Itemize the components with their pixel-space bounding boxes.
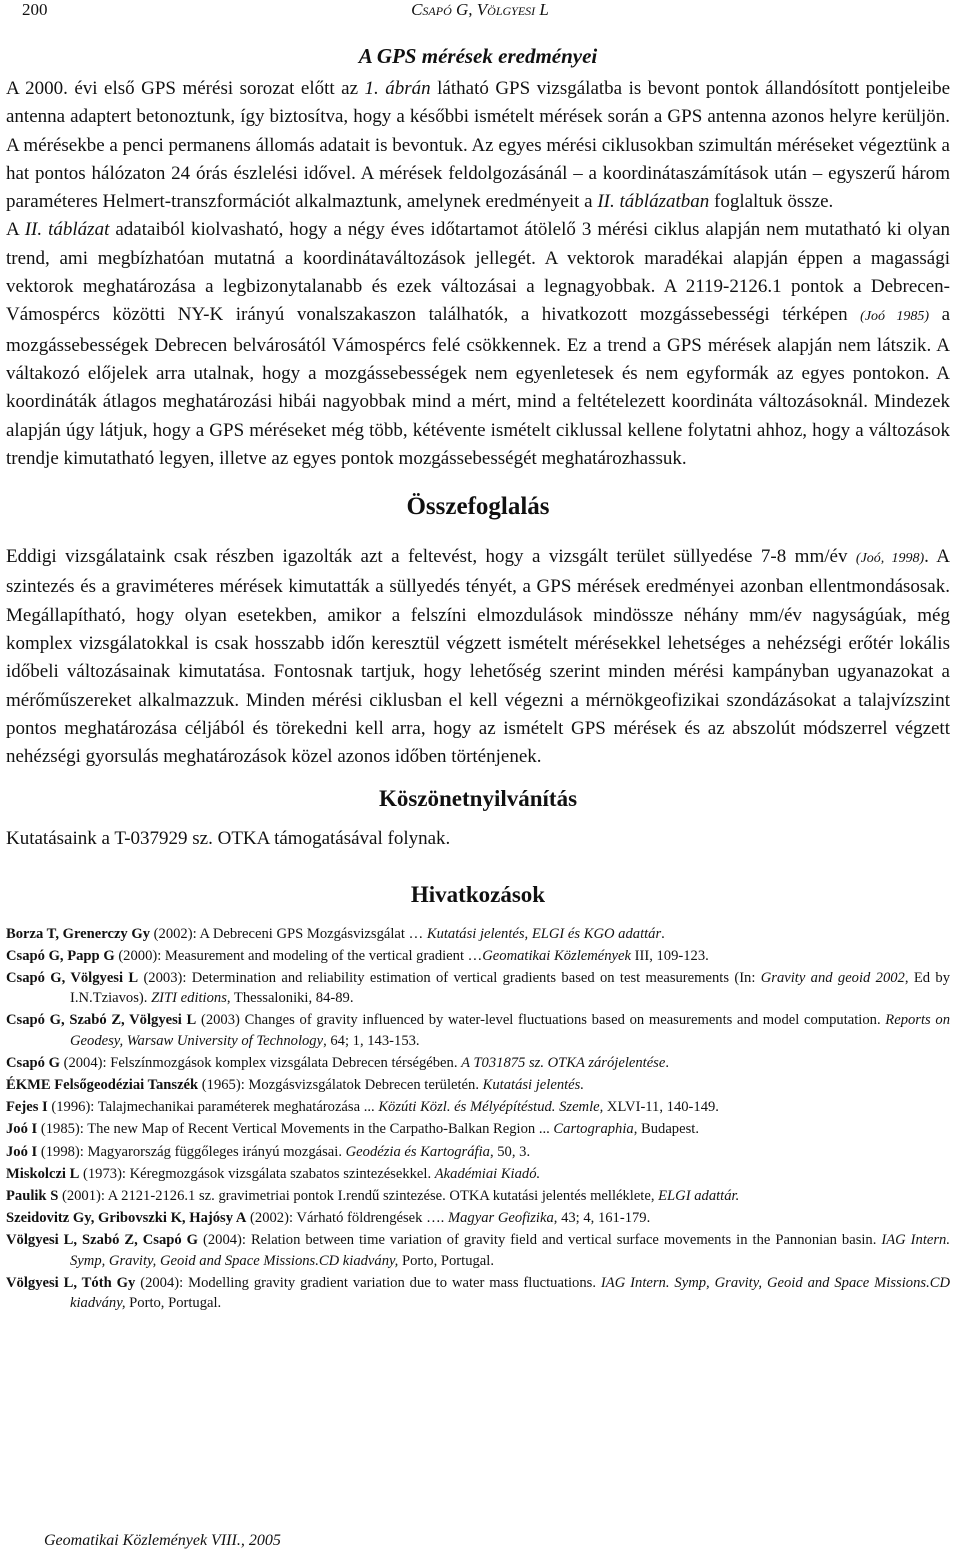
gps-p1-text-c: foglaltuk össze. [714,191,834,213]
reference-text: , 64; 1, 143-153. [323,1032,420,1049]
reference-entry [6,968,950,1008]
reference-text: (2004): Felszínmozgások komplex vizsgálata Debrecen térségében. [59,1054,462,1071]
reference-authors: Paulik S [6,1187,59,1204]
acknowledgements-heading: Köszönetnyilvánítás [378,785,578,811]
table-reference: II. táblázatban [597,191,710,213]
references-heading: Hivatkozások [410,881,546,907]
reference-authors: Borza T, Grenerczy Gy [6,925,151,942]
reference-text: (2002): A Debreceni GPS Mozgásvizsgálat … [150,925,427,942]
reference-text: (1965): Mozgásvizsgálatok Debrecen területén. [198,1076,483,1093]
gps-p2-text-b: adataiból kiolvasható, hogy a négy éves időtartamot átölelő 3 mérési ciklus alapján nem mutatható ki olyan trend, ami megbízhatóan mutatná a koordinátaváltozások jellegét. A vektorok maradékai alapján éppen a magassági vektorok meghatározása a legbizonytalanabb és ezek változásai a legnagyobbak. A 2119-2126.1 pontok a Debrecen-Vámospércs közötti NY-K irányú vonalszakaszon találhatók, a hivatkozott mozgássebességi térképen [6,219,951,326]
reference-text: (1973): Kéregmozgások vizsgálata szabatos szintezésekkel. [79,1165,435,1182]
gps-p1-text-b: látható GPS vizsgálatba is bevont pontok állandósított pontjeleibe antenna adaptert betonoztunk, így biztosítva, hogy a későbbi ismételt mérések során a GPS antenna azonos helyre kerüljön. A mérésekbe a penci permanens állomás adatait is bevontuk. Az egyes mérési ciklusokban szimultán méréseket végeztünk a hat pontos hálózaton 24 órás észlelési idővel. A mérések feldolgozásánál – a koordinátaszámítások után – egyszerű három paraméteres Helmert-transzformációt alkalmaztunk, amelynek eredményeit a [6,78,950,213]
page-number: 200 [22,0,48,19]
reference-entry [6,1142,950,1162]
reference-entry [6,1230,950,1270]
reference-authors: Joó I [6,1143,38,1160]
reference-text: (1996): Talajmechanikai paraméterek meghatározása ... [47,1099,379,1116]
reference-entry [6,946,950,966]
reference-entry [6,1119,950,1139]
reference-entry [6,1075,950,1095]
reference-text: (2003): Determination and reliability estimation of vertical gradients based on test measurements (In: [138,969,761,986]
reference-text: , 43; 4, 161-179. [553,1210,651,1227]
gps-results-heading: A GPS mérések eredményei [358,44,598,68]
gps-p2-text-c: a mozgássebességek Debrecen belvárosától Vámospércs felé csökkennek. Ez a trend a GPS mérések alapján nem látszik. A váltakozó előjelek arra utalnak, hogy a mozgássebességek nem egyenletesek és nem egyformák az egyes pontokon. A koordináták átlagos meghatározási hibái nagyobbak mind a mért, mind a feltételezett koordináta változásoknál. Mindezek alapján úgy látjuk, hogy a GPS méréseket még több, kétévente ismételt ciklussal kellene folytatni ahhoz, hogy a változások trendje kimutatható legyen, illetve az egyes pontok mozgássebességét meghatározhassuk. [6,304,951,469]
reference-text: (2001): A 2121-2126.1 sz. gravimetriai pontok I.rendű szintezése. OTKA kutatási jelentés melléklete, [58,1187,659,1204]
reference-source: IAG Intern. Symp, Gravity, Geoid and Space Missions.CD kiadvány, [70,1232,950,1269]
reference-text: . [665,1054,669,1071]
reference-list [6,924,950,1314]
reference-text: , Budapest. [633,1121,699,1138]
reference-text: (2004): Relation between time variation of gravity field and vertical surface movements in the Pannonian basin. [198,1232,882,1249]
reference-entry [6,1097,950,1117]
reference-authors: Csapó G, Völgyesi L [6,969,139,986]
reference-text: Porto, Portugal. [125,1294,222,1311]
reference-entry [6,1208,950,1228]
summary-text-a: Eddigi vizsgálataink csak részben igazolták azt a feltevést, hogy a vizsgált terület süllyedése 7-8 mm/év [6,546,848,568]
reference-text: , Thessaloniki, 84-89. [226,990,354,1007]
reference-text: (1998): Magyarország függőleges irányú mozgásai. [37,1143,346,1160]
acknowledgements-text: Kutatásaink a T-037929 sz. OTKA támogatásával folynak. [6,827,451,849]
reference-text: Porto, Portugal. [398,1252,494,1269]
summary-paragraph [6,543,950,771]
reference-authors: Völgyesi L, Szabó Z, Csapó G [6,1232,198,1249]
gps-p2-text-a: A [6,219,19,241]
reference-text: III, 109-123. [630,947,709,964]
gps-paragraph-2 [6,216,950,473]
inline-citation: (Joó, 1998) [855,551,925,567]
reference-source: Kutatási jelentés. [482,1076,584,1093]
reference-entry [6,1164,950,1184]
summary-heading: Összefoglalás [406,493,550,521]
reference-authors: Szeidovitz Gy, Gribovszki K, Hajósy A [6,1210,247,1227]
page-body [6,44,950,1315]
reference-entry [6,1053,950,1073]
reference-text: , Ed by I.N.Tziavos). [70,969,950,1007]
reference-text: , 50, 3. [489,1143,531,1160]
page-footer: Geomatikai Közlemények VIII., 2005 [44,1532,281,1549]
reference-text: (2002): Várható földrengések …. [246,1210,448,1227]
reference-source: A T031875 sz. OTKA zárójelentése [461,1054,666,1071]
reference-source: IAG Intern. Symp, Gravity, Geoid and Space Missions.CD kiadvány, [70,1274,950,1311]
reference-entry [6,1186,950,1206]
reference-text: (2003) Changes of gravity influenced by water-level fluctuations based on measurements and model computation. [196,1012,886,1029]
reference-authors: Völgyesi L, Tóth Gy [6,1274,136,1291]
reference-authors: Joó I [6,1121,38,1138]
page-header [22,0,938,26]
reference-authors: Csapó G [6,1054,60,1071]
gps-p1-text-a: A 2000. évi első GPS mérési sorozat előtt az [6,78,359,99]
reference-text: XLVI-11, 140-149. [603,1099,719,1116]
reference-source: Gravity and geoid 2002 [760,969,905,986]
reference-entry [6,1010,950,1050]
reference-text: (1985): The new Map of Recent Vertical Movements in the Carpatho-Balkan Region ... [37,1121,554,1138]
reference-source: Reports on Geodesy, Warsaw University of Technology [70,1012,950,1049]
reference-source: Közúti Közl. és Mélyépítéstud. Szemle, [378,1099,604,1116]
reference-source: Akadémiai Kiadó. [434,1165,541,1182]
reference-source: Cartographia [553,1121,634,1138]
reference-entry [6,924,950,944]
figure-reference: 1. ábrán [364,78,431,99]
reference-source: Kutatási jelentés, ELGI és KGO adattár [426,925,662,942]
reference-authors: Fejes I [6,1099,48,1116]
reference-text: . [661,925,665,942]
inline-citation: (Joó 1985) [860,309,930,325]
reference-source: Geomatikai Közlemények [482,947,631,964]
reference-authors: Csapó G, Papp G [6,947,115,964]
reference-source: Geodézia és Kartográfia [345,1143,490,1160]
table-reference: II. táblázat [24,219,110,241]
reference-authors: Miskolczi L [6,1165,80,1182]
running-head: Csapó G, Völgyesi L [411,0,549,19]
summary-text-b: . A szintezés és a graviméteres mérések kimutatták a süllyedés tényét, a GPS mérések eredményei azonban ellentmondásosak. Megállapítható, hogy olyan esetekben, amikor a felszíni elmozdulások mindössze néhány mm/év nagyságúak, még komplex vizsgálatokkal is csak hosszabb időn keresztül végzett ismételt mérésekkel lehetséges a nehézségi erőtér lokális időbeli változásainak kimutatása. Fontosnak tartjuk, hogy lehetőség szerint minden mérési kampányban ugyanazokat a mérőműszereket alkalmazzuk. Minden mérési ciklusban el kell végezni a mérnökgeofizikai szondázásokat a talajvízszint pontos meghatározása céljából és törekedni kell arra, hogy az ismételt GPS mérések és az abszolút módszerrel végzett nehézségi gyorsulás meghatározások közel azonos időben történjenek. [6,546,951,768]
reference-entry [6,1273,950,1313]
reference-source: ZITI editions [151,990,227,1007]
reference-text: (2004): Modelling gravity gradient variation due to water mass fluctuations. [135,1274,601,1291]
reference-authors: Csapó G, Szabó Z, Völgyesi L [6,1012,197,1029]
reference-source: ELGI adattár. [658,1187,740,1204]
gps-paragraph-1 [6,75,950,216]
reference-text: (2000): Measurement and modeling of the vertical gradient … [114,947,483,964]
reference-source: Magyar Geofizika [447,1210,554,1227]
reference-authors: ÉKME Felsőgeodéziai Tanszék [6,1076,199,1093]
